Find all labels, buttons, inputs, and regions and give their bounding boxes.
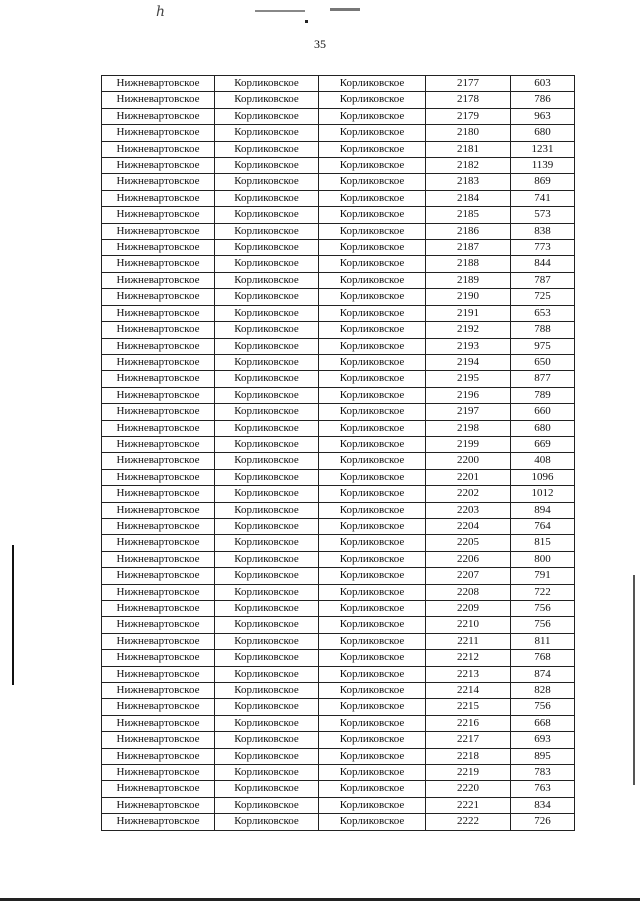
deposit-cell: Корликовское	[319, 797, 426, 813]
table-row	[102, 371, 575, 387]
district-cell: Нижневартовское	[102, 141, 215, 157]
deposit-cell: Корликовское	[319, 666, 426, 682]
number-cell: 2215	[426, 699, 511, 715]
deposit-cell: Корликовское	[319, 683, 426, 699]
number-cell: 2186	[426, 223, 511, 239]
district-cell: Нижневартовское	[102, 797, 215, 813]
table-row	[102, 92, 575, 108]
field-cell: Корликовское	[215, 765, 319, 781]
deposit-cell: Корликовское	[319, 387, 426, 403]
district-cell: Нижневартовское	[102, 207, 215, 223]
deposit-cell: Корликовское	[319, 240, 426, 256]
number-cell: 2220	[426, 781, 511, 797]
table-row	[102, 256, 575, 272]
scan-smudge-top	[255, 10, 305, 12]
field-cell: Корликовское	[215, 814, 319, 830]
value-cell: 874	[511, 666, 575, 682]
table-row	[102, 797, 575, 813]
district-cell: Нижневартовское	[102, 814, 215, 830]
field-cell: Корликовское	[215, 338, 319, 354]
number-cell: 2206	[426, 551, 511, 567]
field-cell: Корликовское	[215, 354, 319, 370]
table-row	[102, 125, 575, 141]
district-cell: Нижневартовское	[102, 125, 215, 141]
value-cell: 815	[511, 535, 575, 551]
value-cell: 764	[511, 518, 575, 534]
value-cell: 768	[511, 650, 575, 666]
table-row	[102, 322, 575, 338]
number-cell: 2187	[426, 240, 511, 256]
district-cell: Нижневартовское	[102, 92, 215, 108]
value-cell: 669	[511, 436, 575, 452]
number-cell: 2222	[426, 814, 511, 830]
value-cell: 975	[511, 338, 575, 354]
deposit-cell: Корликовское	[319, 814, 426, 830]
number-cell: 2193	[426, 338, 511, 354]
value-cell: 963	[511, 108, 575, 124]
number-cell: 2177	[426, 76, 511, 92]
table-row	[102, 338, 575, 354]
deposit-cell: Корликовское	[319, 535, 426, 551]
field-cell: Корликовское	[215, 125, 319, 141]
value-cell: 408	[511, 453, 575, 469]
number-cell: 2204	[426, 518, 511, 534]
field-cell: Корликовское	[215, 322, 319, 338]
number-cell: 2179	[426, 108, 511, 124]
deposit-cell: Корликовское	[319, 322, 426, 338]
number-cell: 2183	[426, 174, 511, 190]
scan-smudge-top-right	[330, 8, 360, 11]
field-cell: Корликовское	[215, 453, 319, 469]
table-row	[102, 699, 575, 715]
number-cell: 2184	[426, 190, 511, 206]
value-cell: 725	[511, 289, 575, 305]
field-cell: Корликовское	[215, 601, 319, 617]
field-cell: Корликовское	[215, 256, 319, 272]
table-row	[102, 305, 575, 321]
table-row	[102, 272, 575, 288]
field-cell: Корликовское	[215, 732, 319, 748]
deposit-cell: Корликовское	[319, 108, 426, 124]
district-cell: Нижневартовское	[102, 568, 215, 584]
deposit-cell: Корликовское	[319, 207, 426, 223]
number-cell: 2205	[426, 535, 511, 551]
number-cell: 2200	[426, 453, 511, 469]
deposit-cell: Корликовское	[319, 650, 426, 666]
deposit-cell: Корликовское	[319, 518, 426, 534]
value-cell: 650	[511, 354, 575, 370]
value-cell: 783	[511, 765, 575, 781]
deposit-cell: Корликовское	[319, 141, 426, 157]
table-row	[102, 715, 575, 731]
value-cell: 680	[511, 125, 575, 141]
value-cell: 844	[511, 256, 575, 272]
field-cell: Корликовское	[215, 666, 319, 682]
table-row	[102, 732, 575, 748]
value-cell: 788	[511, 322, 575, 338]
field-cell: Корликовское	[215, 207, 319, 223]
district-cell: Нижневартовское	[102, 190, 215, 206]
district-cell: Нижневартовское	[102, 765, 215, 781]
field-cell: Корликовское	[215, 699, 319, 715]
table-row	[102, 683, 575, 699]
page-number: 35	[314, 37, 326, 51]
scan-vertical-line-right	[633, 575, 635, 785]
number-cell: 2208	[426, 584, 511, 600]
number-cell: 2189	[426, 272, 511, 288]
deposit-cell: Корликовское	[319, 174, 426, 190]
district-cell: Нижневартовское	[102, 535, 215, 551]
table-row	[102, 436, 575, 452]
value-cell: 869	[511, 174, 575, 190]
deposit-cell: Корликовское	[319, 338, 426, 354]
number-cell: 2214	[426, 683, 511, 699]
number-cell: 2210	[426, 617, 511, 633]
value-cell: 660	[511, 404, 575, 420]
number-cell: 2190	[426, 289, 511, 305]
table-row	[102, 617, 575, 633]
field-cell: Корликовское	[215, 371, 319, 387]
field-cell: Корликовское	[215, 190, 319, 206]
field-cell: Корликовское	[215, 486, 319, 502]
deposit-cell: Корликовское	[319, 354, 426, 370]
value-cell: 1231	[511, 141, 575, 157]
deposit-cell: Корликовское	[319, 715, 426, 731]
district-cell: Нижневартовское	[102, 699, 215, 715]
district-cell: Нижневартовское	[102, 174, 215, 190]
field-cell: Корликовское	[215, 289, 319, 305]
field-cell: Корликовское	[215, 797, 319, 813]
value-cell: 828	[511, 683, 575, 699]
district-cell: Нижневартовское	[102, 272, 215, 288]
scan-vertical-line-left	[12, 545, 14, 685]
value-cell: 789	[511, 387, 575, 403]
value-cell: 680	[511, 420, 575, 436]
field-cell: Корликовское	[215, 404, 319, 420]
table-row	[102, 814, 575, 830]
district-cell: Нижневартовское	[102, 502, 215, 518]
district-cell: Нижневартовское	[102, 781, 215, 797]
value-cell: 800	[511, 551, 575, 567]
district-cell: Нижневартовское	[102, 305, 215, 321]
field-cell: Корликовское	[215, 568, 319, 584]
number-cell: 2182	[426, 158, 511, 174]
number-cell: 2218	[426, 748, 511, 764]
table-row	[102, 633, 575, 649]
value-cell: 791	[511, 568, 575, 584]
table-row	[102, 666, 575, 682]
deposit-cell: Корликовское	[319, 469, 426, 485]
field-cell: Корликовское	[215, 650, 319, 666]
number-cell: 2194	[426, 354, 511, 370]
district-cell: Нижневартовское	[102, 387, 215, 403]
field-cell: Корликовское	[215, 141, 319, 157]
field-cell: Корликовское	[215, 781, 319, 797]
district-cell: Нижневартовское	[102, 223, 215, 239]
deposit-cell: Корликовское	[319, 158, 426, 174]
number-cell: 2221	[426, 797, 511, 813]
table-row	[102, 289, 575, 305]
table-row	[102, 781, 575, 797]
table-row	[102, 469, 575, 485]
number-cell: 2195	[426, 371, 511, 387]
field-cell: Корликовское	[215, 108, 319, 124]
field-cell: Корликовское	[215, 387, 319, 403]
number-cell: 2201	[426, 469, 511, 485]
deposit-cell: Корликовское	[319, 601, 426, 617]
field-cell: Корликовское	[215, 748, 319, 764]
district-cell: Нижневартовское	[102, 436, 215, 452]
district-cell: Нижневартовское	[102, 256, 215, 272]
table-row	[102, 141, 575, 157]
deposit-cell: Корликовское	[319, 765, 426, 781]
value-cell: 573	[511, 207, 575, 223]
district-cell: Нижневартовское	[102, 617, 215, 633]
scan-bottom-bar	[0, 898, 640, 901]
table-row	[102, 190, 575, 206]
deposit-cell: Корликовское	[319, 404, 426, 420]
table-row	[102, 765, 575, 781]
number-cell: 2196	[426, 387, 511, 403]
district-cell: Нижневартовское	[102, 420, 215, 436]
deposit-cell: Корликовское	[319, 436, 426, 452]
deposit-cell: Корликовское	[319, 305, 426, 321]
field-cell: Корликовское	[215, 551, 319, 567]
field-cell: Корликовское	[215, 158, 319, 174]
field-cell: Корликовское	[215, 223, 319, 239]
district-cell: Нижневартовское	[102, 715, 215, 731]
value-cell: 1139	[511, 158, 575, 174]
number-cell: 2185	[426, 207, 511, 223]
district-cell: Нижневартовское	[102, 453, 215, 469]
value-cell: 756	[511, 699, 575, 715]
number-cell: 2216	[426, 715, 511, 731]
table-row	[102, 551, 575, 567]
deposit-cell: Корликовское	[319, 568, 426, 584]
district-cell: Нижневартовское	[102, 289, 215, 305]
registry-table	[101, 75, 575, 831]
district-cell: Нижневартовское	[102, 76, 215, 92]
number-cell: 2211	[426, 633, 511, 649]
value-cell: 668	[511, 715, 575, 731]
district-cell: Нижневартовское	[102, 108, 215, 124]
district-cell: Нижневартовское	[102, 469, 215, 485]
district-cell: Нижневартовское	[102, 683, 215, 699]
field-cell: Корликовское	[215, 240, 319, 256]
value-cell: 726	[511, 814, 575, 830]
deposit-cell: Корликовское	[319, 699, 426, 715]
field-cell: Корликовское	[215, 469, 319, 485]
number-cell: 2219	[426, 765, 511, 781]
deposit-cell: Корликовское	[319, 551, 426, 567]
table-row	[102, 486, 575, 502]
value-cell: 834	[511, 797, 575, 813]
deposit-cell: Корликовское	[319, 76, 426, 92]
field-cell: Корликовское	[215, 518, 319, 534]
value-cell: 811	[511, 633, 575, 649]
table-row	[102, 76, 575, 92]
table-row	[102, 158, 575, 174]
district-cell: Нижневартовское	[102, 322, 215, 338]
district-cell: Нижневартовское	[102, 354, 215, 370]
deposit-cell: Корликовское	[319, 633, 426, 649]
table-row	[102, 174, 575, 190]
district-cell: Нижневартовское	[102, 518, 215, 534]
number-cell: 2192	[426, 322, 511, 338]
table-row	[102, 354, 575, 370]
district-cell: Нижневартовское	[102, 371, 215, 387]
field-cell: Корликовское	[215, 92, 319, 108]
value-cell: 877	[511, 371, 575, 387]
table-row	[102, 404, 575, 420]
district-cell: Нижневартовское	[102, 338, 215, 354]
table-row	[102, 650, 575, 666]
deposit-cell: Корликовское	[319, 190, 426, 206]
field-cell: Корликовское	[215, 420, 319, 436]
field-cell: Корликовское	[215, 633, 319, 649]
field-cell: Корликовское	[215, 174, 319, 190]
district-cell: Нижневартовское	[102, 650, 215, 666]
value-cell: 603	[511, 76, 575, 92]
number-cell: 2178	[426, 92, 511, 108]
value-cell: 722	[511, 584, 575, 600]
table-row	[102, 568, 575, 584]
district-cell: Нижневартовское	[102, 404, 215, 420]
field-cell: Корликовское	[215, 617, 319, 633]
table-row	[102, 601, 575, 617]
scan-smudge-mark: ℎ	[156, 5, 166, 20]
scan-dot-mark	[305, 20, 308, 23]
district-cell: Нижневартовское	[102, 158, 215, 174]
number-cell: 2188	[426, 256, 511, 272]
district-cell: Нижневартовское	[102, 551, 215, 567]
value-cell: 756	[511, 617, 575, 633]
deposit-cell: Корликовское	[319, 502, 426, 518]
deposit-cell: Корликовское	[319, 92, 426, 108]
district-cell: Нижневартовское	[102, 666, 215, 682]
number-cell: 2213	[426, 666, 511, 682]
table-row	[102, 240, 575, 256]
number-cell: 2199	[426, 436, 511, 452]
district-cell: Нижневартовское	[102, 732, 215, 748]
value-cell: 894	[511, 502, 575, 518]
number-cell: 2209	[426, 601, 511, 617]
field-cell: Корликовское	[215, 502, 319, 518]
field-cell: Корликовское	[215, 535, 319, 551]
value-cell: 763	[511, 781, 575, 797]
deposit-cell: Корликовское	[319, 748, 426, 764]
district-cell: Нижневартовское	[102, 601, 215, 617]
table-row	[102, 420, 575, 436]
deposit-cell: Корликовское	[319, 223, 426, 239]
deposit-cell: Корликовское	[319, 453, 426, 469]
field-cell: Корликовское	[215, 305, 319, 321]
deposit-cell: Корликовское	[319, 256, 426, 272]
number-cell: 2181	[426, 141, 511, 157]
deposit-cell: Корликовское	[319, 584, 426, 600]
number-cell: 2198	[426, 420, 511, 436]
district-cell: Нижневартовское	[102, 486, 215, 502]
table-row	[102, 207, 575, 223]
deposit-cell: Корликовское	[319, 617, 426, 633]
value-cell: 773	[511, 240, 575, 256]
deposit-cell: Корликовское	[319, 486, 426, 502]
field-cell: Корликовское	[215, 715, 319, 731]
number-cell: 2202	[426, 486, 511, 502]
table-row	[102, 453, 575, 469]
district-cell: Нижневартовское	[102, 748, 215, 764]
table-row	[102, 518, 575, 534]
table-row	[102, 535, 575, 551]
deposit-cell: Корликовское	[319, 272, 426, 288]
district-cell: Нижневартовское	[102, 240, 215, 256]
value-cell: 741	[511, 190, 575, 206]
number-cell: 2212	[426, 650, 511, 666]
deposit-cell: Корликовское	[319, 289, 426, 305]
district-cell: Нижневартовское	[102, 584, 215, 600]
table-row	[102, 748, 575, 764]
field-cell: Корликовское	[215, 584, 319, 600]
value-cell: 787	[511, 272, 575, 288]
table-row	[102, 584, 575, 600]
field-cell: Корликовское	[215, 683, 319, 699]
value-cell: 653	[511, 305, 575, 321]
value-cell: 1012	[511, 486, 575, 502]
deposit-cell: Корликовское	[319, 371, 426, 387]
number-cell: 2217	[426, 732, 511, 748]
table-row	[102, 108, 575, 124]
value-cell: 1096	[511, 469, 575, 485]
registry-table-body	[102, 76, 575, 831]
deposit-cell: Корликовское	[319, 420, 426, 436]
deposit-cell: Корликовское	[319, 781, 426, 797]
value-cell: 786	[511, 92, 575, 108]
number-cell: 2197	[426, 404, 511, 420]
field-cell: Корликовское	[215, 436, 319, 452]
field-cell: Корликовское	[215, 76, 319, 92]
district-cell: Нижневартовское	[102, 633, 215, 649]
number-cell: 2191	[426, 305, 511, 321]
number-cell: 2180	[426, 125, 511, 141]
number-cell: 2203	[426, 502, 511, 518]
value-cell: 756	[511, 601, 575, 617]
table-row	[102, 223, 575, 239]
value-cell: 693	[511, 732, 575, 748]
deposit-cell: Корликовское	[319, 732, 426, 748]
field-cell: Корликовское	[215, 272, 319, 288]
number-cell: 2207	[426, 568, 511, 584]
deposit-cell: Корликовское	[319, 125, 426, 141]
value-cell: 895	[511, 748, 575, 764]
table-row	[102, 387, 575, 403]
value-cell: 838	[511, 223, 575, 239]
table-row	[102, 502, 575, 518]
